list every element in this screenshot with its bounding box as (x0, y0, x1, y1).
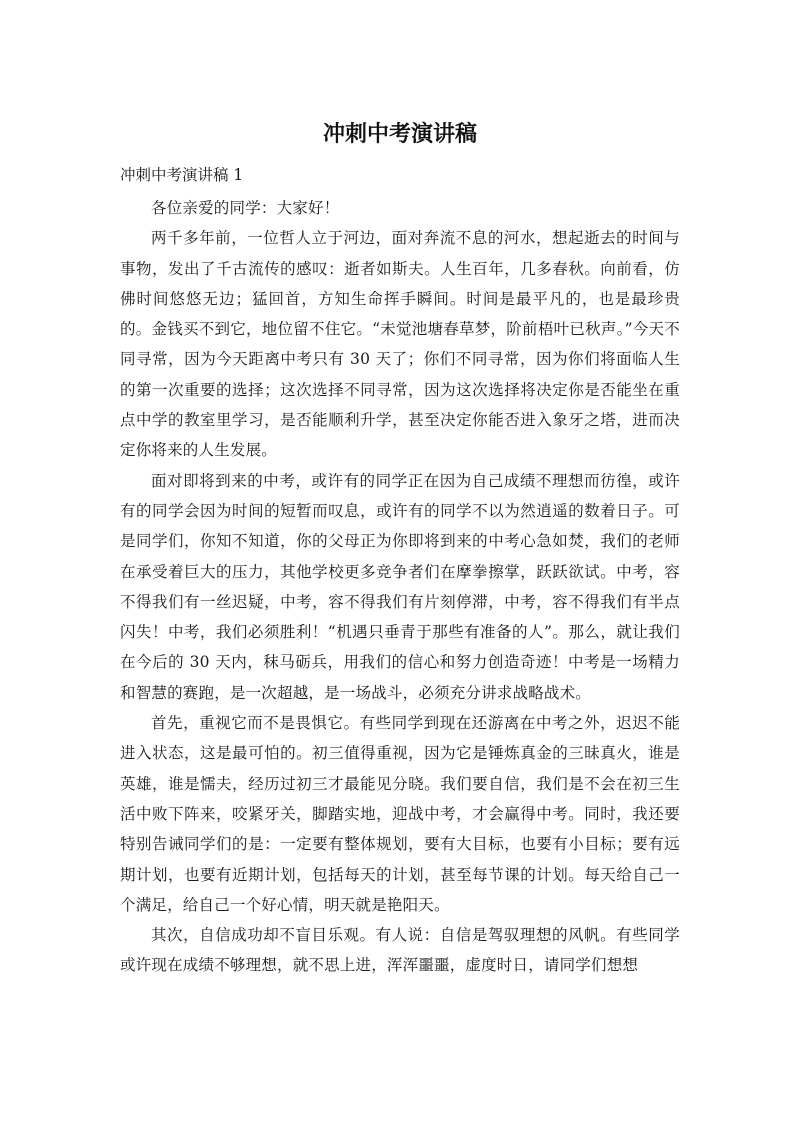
paragraph-first: 首先，重视它而不是畏惧它。有些同学到现在还游离在中考之外，迟迟不能进入状态，这是最可怕的。初三值得重视，因为它是锤炼真金的三昧真火，谁是英雄，谁是懦夫，经历过初三才最能见分晓。我们要自信，我们是不会在初三生活中败下阵来，咬紧牙关，脚踏实地，迎战中考，才会赢得中考。同时，我还要特别告诫同学们的是：一定要有整体规划，要有大目标，也要有小目标；要有远期计划，也要有近期计划，包括每天的计划，甚至每节课的计划。每天给自己一个满足，给自己一个好心情，明天就是艳阳天。 (120, 714, 680, 914)
paragraph-exam: 面对即将到来的中考，或许有的同学正在因为自己成绩不理想而彷徨，或许有的同学会因为时间的短暂而叹息，或许有的同学不以为然逍遥的数着日子。可是同学们，你知不知道，你的父母正为你即将到来的中考心急如焚，我们的老师在承受着巨大的压力，其他学校更多竞争者们在摩拳擦掌，跃跃欲试。中考，容不得我们有一丝迟疑，中考，容不得我们有片刻停滞，中考，容不得我们有半点闪失！中考，我们必须胜利！“机遇只垂青于那些有准备的人”。那么，就让我们在今后的 30 天内，秣马砺兵，用我们的信心和努力创造奇迹！中考是一场精力和智慧的赛跑，是一次超越，是一场战斗，必须充分讲求战略战术。 (120, 471, 680, 702)
paragraph-greeting: 各位亲爱的同学：大家好！ (151, 199, 340, 217)
document-body (120, 193, 680, 981)
paragraph-time: 两千多年前，一位哲人立于河边，面对奔流不息的河水，想起逝去的时间与事物，发出了千古流传的感叹：逝者如斯夫。人生百年，几多春秋。向前看，仿佛时间悠悠无边；猛回首，方知生命挥手瞬间。时间是最平凡的，也是最珍贵的。金钱买不到它，地位留不住它。“未觉池塘春草梦，阶前梧叶已秋声。”今天不同寻常，因为今天距离中考只有 30 天了；你们不同寻常，因为你们将面临人生的第一次重要的选择；这次选择不同寻常，因为这次选择将决定你是否能坐在重点中学的教室里学习，是否能顺利升学，甚至决定你能否进入象牙之塔，进而决定你将来的人生发展。 (120, 229, 680, 460)
document-title: 冲刺中考演讲稿 (322, 122, 477, 147)
document-subtitle: 冲刺中考演讲稿 1 (120, 166, 244, 184)
paragraph-second: 其次，自信成功却不盲目乐观。有人说：自信是驾驭理想的风帆。有些同学或许现在成绩不够理想，就不思上进，浑浑噩噩，虚度时日，请同学们想想 (120, 926, 680, 975)
